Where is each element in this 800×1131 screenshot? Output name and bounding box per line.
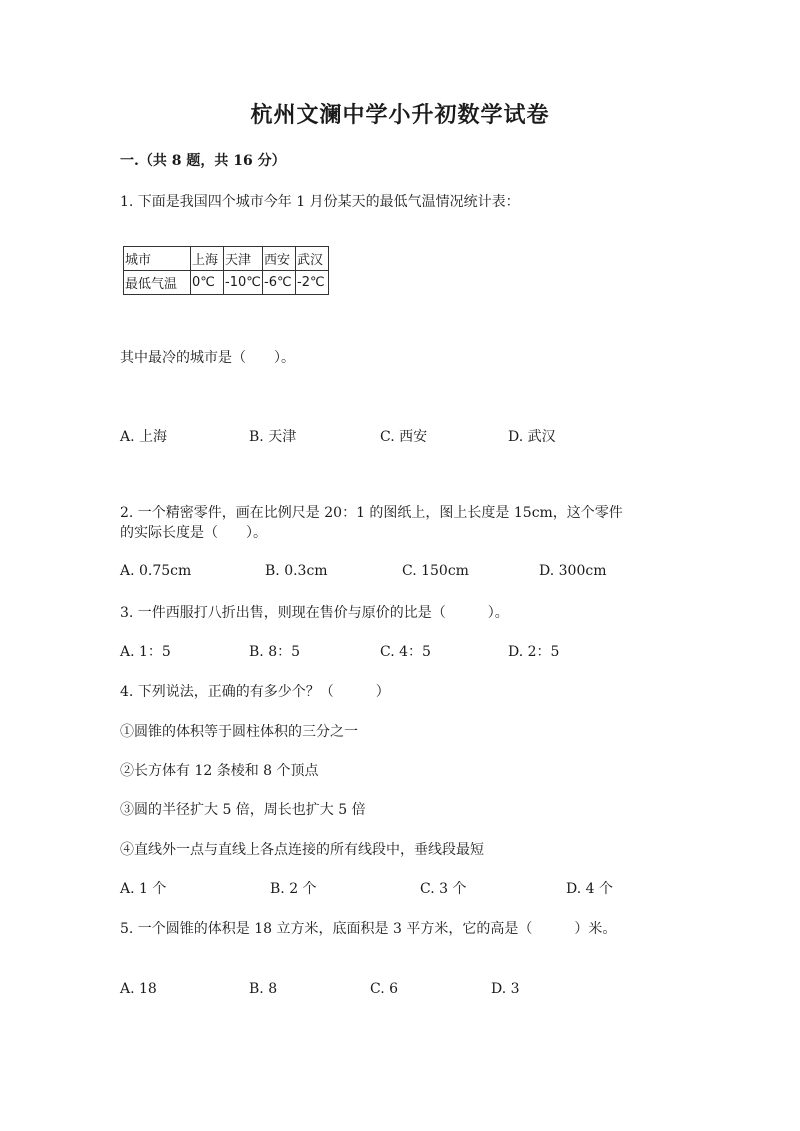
- q5-option-a[interactable]: A. 18: [120, 981, 157, 997]
- q2-option-a[interactable]: A. 0.75cm: [120, 563, 192, 579]
- q4-statement: ③圆的半径扩大 5 倍，周长也扩大 5 倍: [120, 802, 366, 818]
- table-row: [124, 271, 329, 295]
- table-cell: 武汉: [296, 247, 329, 271]
- q3-option-c[interactable]: C. 4：5: [380, 644, 431, 660]
- q2-option-b[interactable]: B. 0.3cm: [265, 563, 328, 579]
- q4-statement: ①圆锥的体积等于圆柱体积的三分之一: [120, 724, 358, 740]
- q3-option-a[interactable]: A. 1：5: [120, 644, 171, 660]
- q5-option-c[interactable]: C. 6: [370, 981, 399, 997]
- q2-option-d[interactable]: D. 300cm: [539, 563, 607, 579]
- q4-option-b[interactable]: B. 2 个: [270, 881, 317, 897]
- table-cell: 0℃: [191, 271, 224, 295]
- table-cell: 西安: [263, 247, 296, 271]
- question-3-stem: 3. 一件西服打八折出售，则现在售价与原价的比是（ ）。: [120, 605, 509, 621]
- temperature-table: [123, 246, 329, 295]
- q4-option-d[interactable]: D. 4 个: [566, 881, 613, 897]
- q3-option-d[interactable]: D. 2：5: [508, 644, 560, 660]
- question-1-stem: 1. 下面是我国四个城市今年 1 月份某天的最低气温情况统计表：: [120, 194, 520, 210]
- section-header: 一.（共 8 题，共 16 分）: [120, 153, 286, 169]
- question-2-stem-line1: 2. 一个精密零件，画在比例尺是 20：1 的图纸上，图上长度是 15cm，这个零件: [120, 505, 623, 521]
- q4-statement: ④直线外一点与直线上各点连接的所有线段中，垂线段最短: [120, 842, 484, 858]
- question-2-stem-line2: 的实际长度是（ ）。: [120, 525, 267, 541]
- question-4-stem: 4. 下列说法，正确的有多少个？（ ）: [120, 684, 390, 700]
- question-5-stem: 5. 一个圆锥的体积是 18 立方米，底面积是 3 平方米，它的高是（ ）米。: [120, 921, 617, 937]
- q4-statement: ②长方体有 12 条棱和 8 个顶点: [120, 763, 319, 779]
- table-cell: -10℃: [224, 271, 263, 295]
- q4-option-c[interactable]: C. 3 个: [420, 881, 467, 897]
- table-cell: 最低气温: [124, 271, 191, 295]
- table-cell: -2℃: [296, 271, 329, 295]
- q5-option-d[interactable]: D. 3: [491, 981, 520, 997]
- page-title: 杭州文澜中学小升初数学试卷: [250, 102, 550, 128]
- table-cell: 城市: [124, 247, 191, 271]
- table-row: [124, 247, 329, 271]
- q3-option-b[interactable]: B. 8：5: [249, 644, 301, 660]
- q1-option-d[interactable]: D. 武汉: [508, 429, 556, 445]
- table-cell: -6℃: [263, 271, 296, 295]
- q5-option-b[interactable]: B. 8: [249, 981, 278, 997]
- q1-option-a[interactable]: A. 上海: [120, 429, 168, 445]
- question-1-prompt: 其中最冷的城市是（ ）。: [120, 350, 295, 366]
- table-cell: 天津: [224, 247, 263, 271]
- q2-option-c[interactable]: C. 150cm: [402, 563, 469, 579]
- q1-option-b[interactable]: B. 天津: [249, 429, 297, 445]
- q4-option-a[interactable]: A. 1 个: [120, 881, 167, 897]
- q1-option-c[interactable]: C. 西安: [380, 429, 428, 445]
- table-cell: 上海: [191, 247, 224, 271]
